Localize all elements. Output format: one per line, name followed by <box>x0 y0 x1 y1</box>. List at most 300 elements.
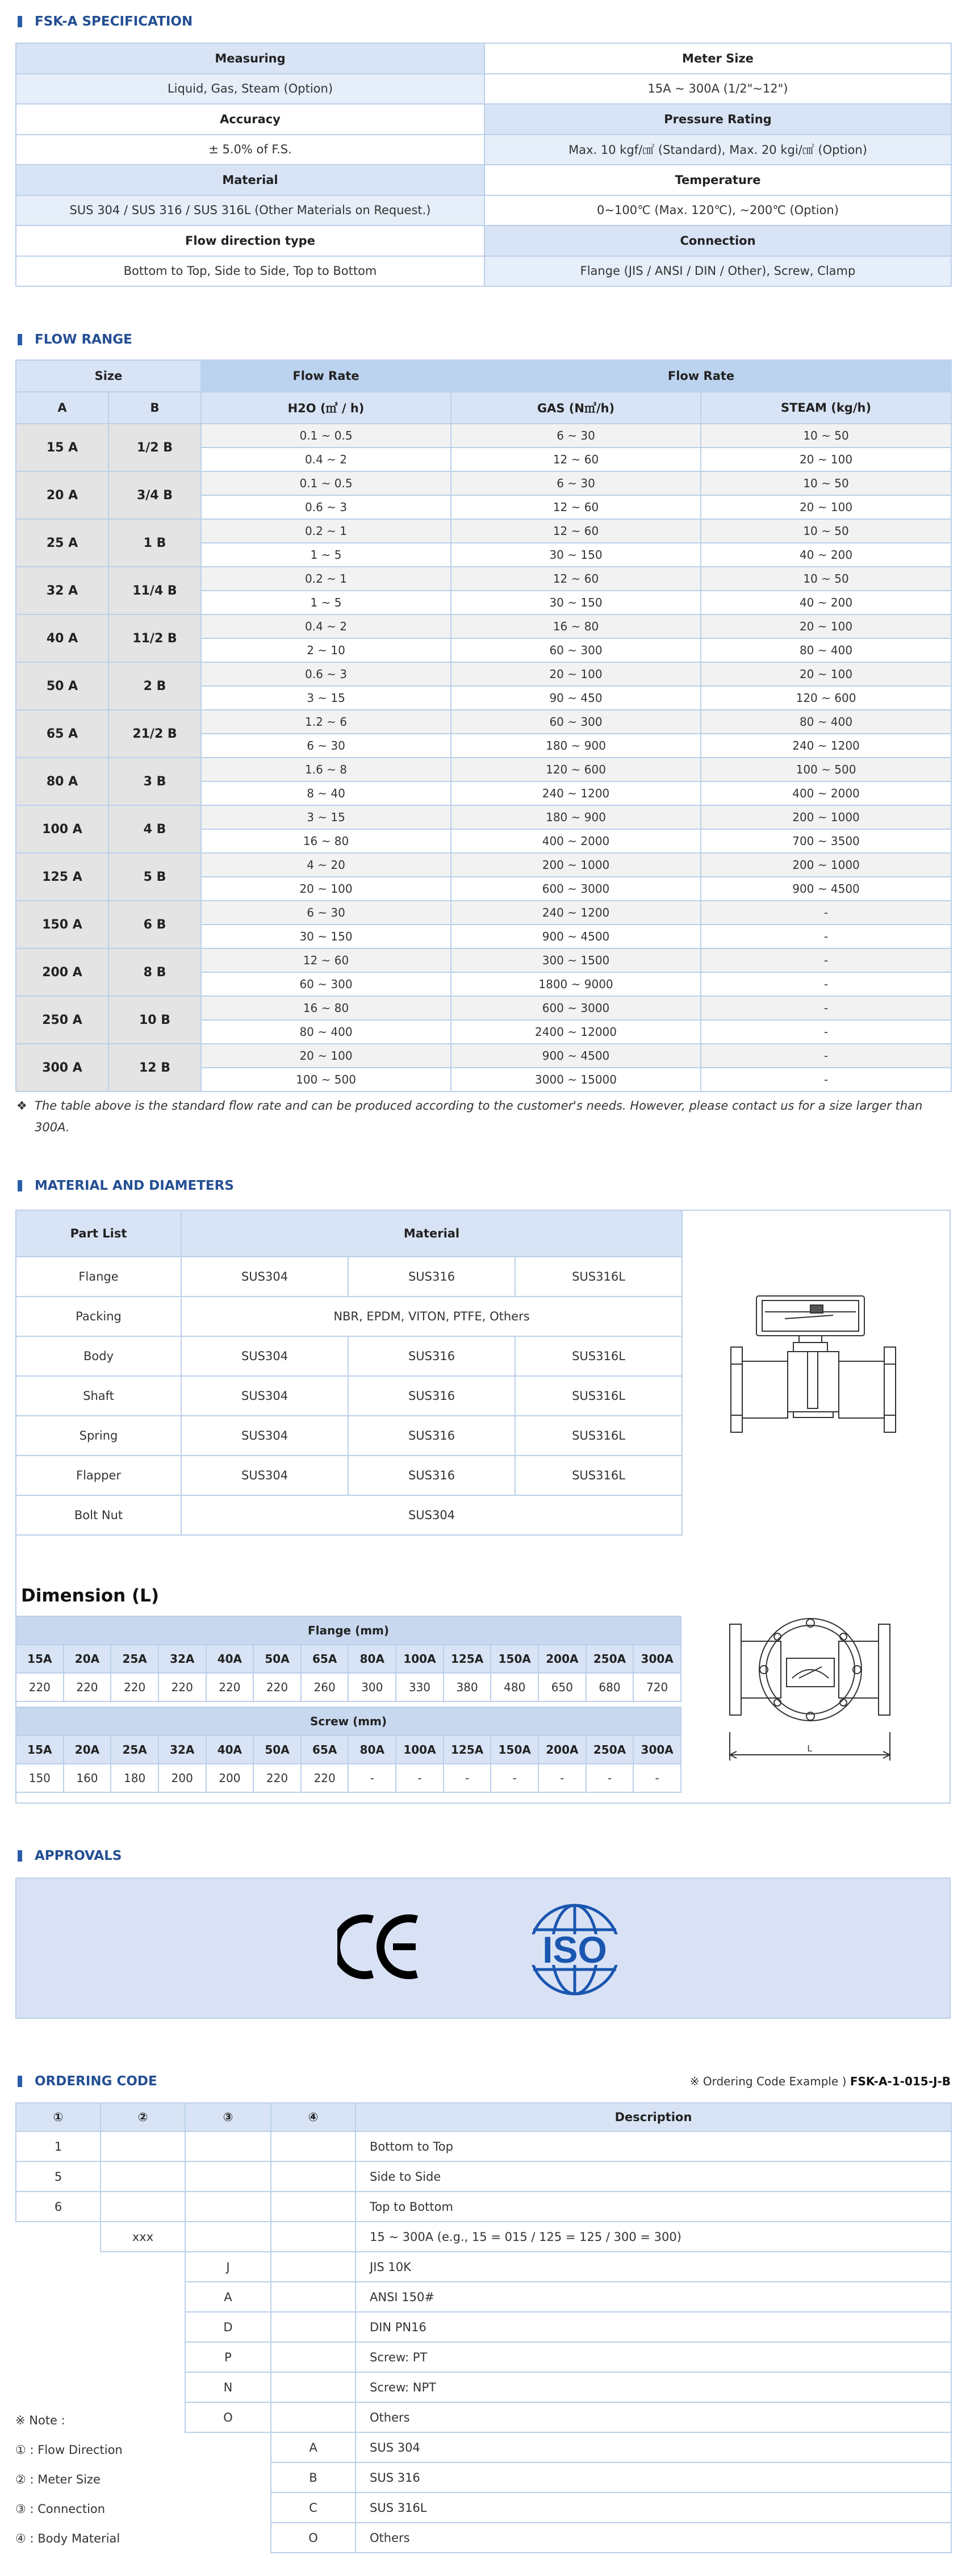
flow-gas-value: 600 ~ 3000 <box>451 996 701 1020</box>
flow-h2o-value: 0.1 ~ 0.5 <box>201 471 451 495</box>
ordering-code: 1 <box>16 2131 101 2161</box>
dimension-size-header: 25A <box>111 1645 158 1673</box>
ordering-description: Side to Side <box>356 2161 951 2192</box>
ordering-empty <box>271 2161 356 2192</box>
dimension-size-header: 200A <box>538 1645 586 1673</box>
dimension-size-header: 300A <box>633 1645 681 1673</box>
dimension-value: 220 <box>64 1673 111 1701</box>
ordering-empty <box>16 2222 101 2252</box>
flow-row <box>16 901 951 925</box>
spec-value: 0~100℃ (Max. 120℃), ~200℃ (Option) <box>484 195 951 226</box>
flow-header-size: Size <box>16 360 201 392</box>
material-value: SUS316L <box>515 1376 682 1416</box>
flow-steam-value: 80 ~ 400 <box>701 638 951 662</box>
dimension-value: 220 <box>301 1764 349 1792</box>
flow-size-a: 15 A <box>16 424 108 471</box>
spec-label: Meter Size <box>484 43 951 74</box>
flow-h2o-value: 1.2 ~ 6 <box>201 710 451 734</box>
material-value: SUS304 <box>181 1456 348 1495</box>
flow-size-a: 300 A <box>16 1044 108 1092</box>
ordering-code: 6 <box>16 2192 101 2222</box>
ordering-empty <box>101 2372 185 2402</box>
iso-logo-text: ISO <box>542 1929 607 1971</box>
spec-label-row <box>16 165 951 195</box>
flow-h2o-value: 12 ~ 60 <box>201 948 451 972</box>
ordering-description: SUS 316 <box>356 2462 951 2493</box>
dimension-value: - <box>633 1764 681 1792</box>
flow-row <box>16 710 951 734</box>
ordering-code: P <box>185 2342 271 2372</box>
ordering-empty <box>185 2161 271 2192</box>
flow-size-a: 125 A <box>16 853 108 901</box>
flow-gas-value: 16 ~ 80 <box>451 614 701 638</box>
flow-col-h2o: H2O (㎥ / h) <box>201 392 451 424</box>
flow-gas-value: 3000 ~ 15000 <box>451 1068 701 1092</box>
dimension-size-header: 32A <box>158 1645 206 1673</box>
flow-steam-value: 80 ~ 400 <box>701 710 951 734</box>
flow-size-b: 11/4 B <box>108 567 201 614</box>
flow-steam-value: 20 ~ 100 <box>701 614 951 638</box>
material-table <box>15 1210 683 1536</box>
spec-label-row <box>16 225 951 256</box>
dimension-value: - <box>538 1764 586 1792</box>
spec-label-row <box>16 43 951 74</box>
dimension-value: 220 <box>253 1673 301 1701</box>
flow-header-flow-rate: Flow Rate <box>451 360 951 392</box>
ordering-code: 5 <box>16 2161 101 2192</box>
ordering-code: O <box>185 2402 271 2432</box>
flow-size-a: 40 A <box>16 614 108 662</box>
ordering-description: Others <box>356 2523 951 2553</box>
flow-gas-value: 200 ~ 1000 <box>451 853 701 877</box>
ordering-row <box>16 2462 951 2493</box>
flow-gas-value: 12 ~ 60 <box>451 448 701 471</box>
ordering-code: A <box>271 2432 356 2462</box>
approvals-box <box>15 1877 951 2019</box>
material-value: SUS316 <box>348 1257 515 1297</box>
flow-switch-front-drawing <box>725 1601 924 1772</box>
ordering-empty <box>101 2192 185 2222</box>
ordering-code: xxx <box>101 2222 185 2252</box>
dimension-value: 200 <box>206 1764 254 1792</box>
dimension-size-header: 150A <box>491 1736 538 1764</box>
dimension-size-header: 15A <box>16 1736 64 1764</box>
ordering-code: O <box>271 2523 356 2553</box>
dimension-value: 300 <box>348 1673 396 1701</box>
flow-size-a: 65 A <box>16 710 108 758</box>
flow-h2o-value: 1 ~ 5 <box>201 543 451 567</box>
dimension-size-header: 50A <box>253 1736 301 1764</box>
flow-h2o-value: 30 ~ 150 <box>201 925 451 948</box>
spec-value: SUS 304 / SUS 316 / SUS 316L (Other Materials on Request.) <box>16 195 484 226</box>
flow-row <box>16 662 951 686</box>
flow-h2o-value: 0.4 ~ 2 <box>201 448 451 471</box>
material-value: SUS316 <box>348 1376 515 1416</box>
flow-steam-value: 10 ~ 50 <box>701 471 951 495</box>
material-value: SUS304 <box>181 1495 682 1535</box>
ordering-row <box>16 2372 951 2402</box>
flow-note-text: The table above is the standard flow rate and can be produced according to the customer's needs. However, please contact us for a size larger than 300A. <box>35 1099 923 1134</box>
ordering-description: SUS 304 <box>356 2432 951 2462</box>
spec-label: Flow direction type <box>16 225 484 256</box>
dimension-size-header: 25A <box>111 1736 158 1764</box>
approvals-section-title: APPROVALS <box>15 1846 122 1866</box>
ordering-header-cell: ④ <box>271 2103 356 2131</box>
flow-h2o-value: 0.6 ~ 3 <box>201 495 451 519</box>
flow-h2o-value: 8 ~ 40 <box>201 781 451 805</box>
ordering-code: J <box>185 2252 271 2282</box>
material-row <box>16 1376 682 1416</box>
ordering-empty <box>101 2342 185 2372</box>
flow-steam-value: 10 ~ 50 <box>701 519 951 543</box>
flow-gas-value: 30 ~ 150 <box>451 591 701 614</box>
material-part-name: Spring <box>16 1416 181 1456</box>
flow-row <box>16 614 951 638</box>
dimension-l-label: L <box>807 1744 813 1754</box>
ordering-row <box>16 2282 951 2312</box>
spec-value-row <box>16 195 951 226</box>
material-row <box>16 1456 682 1495</box>
flow-gas-value: 300 ~ 1500 <box>451 948 701 972</box>
flow-h2o-value: 6 ~ 30 <box>201 901 451 925</box>
flow-col-steam: STEAM (kg/h) <box>701 392 951 424</box>
dimension-value: 380 <box>444 1673 491 1701</box>
flow-h2o-value: 3 ~ 15 <box>201 805 451 829</box>
flow-size-a: 250 A <box>16 996 108 1044</box>
material-value: NBR, EPDM, VITON, PTFE, Others <box>181 1297 682 1336</box>
material-part-name: Flange <box>16 1257 181 1297</box>
flow-h2o-value: 0.4 ~ 2 <box>201 614 451 638</box>
material-value: SUS304 <box>181 1416 348 1456</box>
flow-gas-value: 20 ~ 100 <box>451 662 701 686</box>
flow-col-gas: GAS (N㎥/h) <box>451 392 701 424</box>
ordering-row <box>16 2222 951 2252</box>
dimension-size-row <box>16 1736 681 1764</box>
flow-steam-value: - <box>701 901 951 925</box>
ordering-row <box>16 2432 951 2462</box>
flow-h2o-value: 100 ~ 500 <box>201 1068 451 1092</box>
flow-h2o-value: 3 ~ 15 <box>201 686 451 710</box>
ordering-description: Others <box>356 2402 951 2432</box>
dimension-size-header: 150A <box>491 1645 538 1673</box>
ordering-code: D <box>185 2312 271 2342</box>
ordering-empty <box>271 2222 356 2252</box>
material-row <box>16 1416 682 1456</box>
dimension-value: 220 <box>16 1673 64 1701</box>
ordering-empty <box>16 2282 101 2312</box>
material-part-name: Packing <box>16 1297 181 1336</box>
flow-range-table <box>15 359 952 1092</box>
ordering-empty <box>271 2372 356 2402</box>
flow-size-b: 3/4 B <box>108 471 201 519</box>
flow-row <box>16 948 951 972</box>
ordering-row <box>16 2402 951 2432</box>
ordering-code: C <box>271 2493 356 2523</box>
flow-steam-value: 20 ~ 100 <box>701 495 951 519</box>
ordering-note-line: ※ Note : <box>15 2414 65 2427</box>
material-part-name: Body <box>16 1336 181 1376</box>
flow-steam-value: 240 ~ 1200 <box>701 734 951 758</box>
dimension-table-title: Flange (mm) <box>16 1616 681 1645</box>
dimension-value: 650 <box>538 1673 586 1701</box>
flow-h2o-value: 0.1 ~ 0.5 <box>201 424 451 448</box>
dimension-size-header: 100A <box>396 1736 444 1764</box>
flow-col-b: B <box>108 392 201 424</box>
dimension-value: 220 <box>158 1673 206 1701</box>
material-value: SUS316 <box>348 1336 515 1376</box>
ordering-section-title: ORDERING CODE <box>15 2071 157 2092</box>
ordering-row <box>16 2131 951 2161</box>
flow-gas-value: 600 ~ 3000 <box>451 877 701 901</box>
iso-logo <box>521 1901 629 1998</box>
spec-label-row <box>16 104 951 135</box>
flow-h2o-value: 6 ~ 30 <box>201 734 451 758</box>
flow-size-b: 8 B <box>108 948 201 996</box>
flow-h2o-value: 2 ~ 10 <box>201 638 451 662</box>
dimension-value: 150 <box>16 1764 64 1792</box>
dimension-title-row <box>16 1707 681 1736</box>
ordering-header-cell: ③ <box>185 2103 271 2131</box>
material-row <box>16 1297 682 1336</box>
dimension-table-title: Screw (mm) <box>16 1707 681 1736</box>
dimension-size-row <box>16 1645 681 1673</box>
flow-h2o-value: 16 ~ 80 <box>201 829 451 853</box>
spec-value: Bottom to Top, Side to Side, Top to Bottom <box>16 256 484 287</box>
material-value: SUS304 <box>181 1336 348 1376</box>
flow-gas-value: 400 ~ 2000 <box>451 829 701 853</box>
flow-size-b: 1/2 B <box>108 424 201 471</box>
dimension-size-header: 100A <box>396 1645 444 1673</box>
ordering-empty <box>101 2312 185 2342</box>
flow-steam-value: 400 ~ 2000 <box>701 781 951 805</box>
ordering-empty <box>185 2432 271 2462</box>
dimension-value-row <box>16 1673 681 1701</box>
dimension-size-header: 125A <box>444 1736 491 1764</box>
material-header-part: Part List <box>16 1210 181 1257</box>
dimension-size-header: 300A <box>633 1736 681 1764</box>
ordering-example-label: ※ Ordering Code Example ) <box>689 2075 847 2088</box>
ordering-empty <box>185 2222 271 2252</box>
ordering-description: JIS 10K <box>356 2252 951 2282</box>
material-value: SUS316L <box>515 1336 682 1376</box>
spec-value-row <box>16 256 951 287</box>
dimension-value-row <box>16 1764 681 1792</box>
dimension-value: 220 <box>253 1764 301 1792</box>
flow-row <box>16 853 951 877</box>
dimension-title-row <box>16 1616 681 1645</box>
material-part-name: Flapper <box>16 1456 181 1495</box>
ordering-description: DIN PN16 <box>356 2312 951 2342</box>
dimension-value: 180 <box>111 1764 158 1792</box>
flow-size-b: 4 B <box>108 805 201 853</box>
flow-h2o-value: 4 ~ 20 <box>201 853 451 877</box>
dimension-size-header: 40A <box>206 1736 254 1764</box>
ordering-empty <box>185 2131 271 2161</box>
flow-gas-value: 60 ~ 300 <box>451 638 701 662</box>
dimension-value: 720 <box>633 1673 681 1701</box>
material-row <box>16 1495 682 1535</box>
ordering-empty <box>101 2282 185 2312</box>
spec-value: 15A ~ 300A (1/2"~12") <box>484 74 951 104</box>
flow-gas-value: 240 ~ 1200 <box>451 781 701 805</box>
dimension-value: 330 <box>396 1673 444 1701</box>
dimension-size-header: 65A <box>301 1645 349 1673</box>
flow-size-b: 2 B <box>108 662 201 710</box>
material-value: SUS316 <box>348 1456 515 1495</box>
spec-label: Temperature <box>484 165 951 195</box>
flow-gas-value: 12 ~ 60 <box>451 567 701 591</box>
ordering-description: ANSI 150# <box>356 2282 951 2312</box>
material-part-name: Bolt Nut <box>16 1495 181 1535</box>
dimension-value: - <box>444 1764 491 1792</box>
flow-size-b: 3 B <box>108 758 201 805</box>
flow-gas-value: 120 ~ 600 <box>451 758 701 781</box>
dimension-value: - <box>491 1764 538 1792</box>
flow-gas-value: 1800 ~ 9000 <box>451 972 701 996</box>
ordering-empty <box>101 2252 185 2282</box>
material-part-name: Shaft <box>16 1376 181 1416</box>
ordering-code: A <box>185 2282 271 2312</box>
spec-label: Measuring <box>16 43 484 74</box>
flow-h2o-value: 1.6 ~ 8 <box>201 758 451 781</box>
dimension-value: - <box>586 1764 634 1792</box>
flow-gas-value: 180 ~ 900 <box>451 805 701 829</box>
ordering-code: B <box>271 2462 356 2493</box>
flow-gas-value: 6 ~ 30 <box>451 424 701 448</box>
flow-steam-value: - <box>701 972 951 996</box>
flow-steam-value: 700 ~ 3500 <box>701 829 951 853</box>
flow-steam-value: 120 ~ 600 <box>701 686 951 710</box>
spec-label: Material <box>16 165 484 195</box>
dimension-flange-table <box>15 1616 681 1702</box>
material-value: SUS304 <box>181 1376 348 1416</box>
material-value: SUS316L <box>515 1416 682 1456</box>
flow-note <box>15 1095 951 1138</box>
flow-steam-value: 900 ~ 4500 <box>701 877 951 901</box>
flow-steam-value: 200 ~ 1000 <box>701 853 951 877</box>
spec-section-title: FSK-A SPECIFICATION <box>15 11 193 32</box>
flow-steam-value: 40 ~ 200 <box>701 591 951 614</box>
ordering-note-line: ④ : Body Material <box>15 2532 120 2545</box>
ordering-empty <box>185 2462 271 2493</box>
flow-gas-value: 2400 ~ 12000 <box>451 1020 701 1044</box>
dimension-value: 160 <box>64 1764 111 1792</box>
flow-steam-value: - <box>701 925 951 948</box>
flow-size-a: 100 A <box>16 805 108 853</box>
flow-steam-value: - <box>701 996 951 1020</box>
flow-gas-value: 12 ~ 60 <box>451 519 701 543</box>
ordering-description: SUS 316L <box>356 2493 951 2523</box>
flow-gas-value: 60 ~ 300 <box>451 710 701 734</box>
dimension-screw-table <box>15 1707 681 1793</box>
material-value: SUS316 <box>348 1416 515 1456</box>
flow-row <box>16 471 951 495</box>
material-value: SUS316L <box>515 1257 682 1297</box>
flow-h2o-value: 80 ~ 400 <box>201 1020 451 1044</box>
ordering-example <box>690 2075 951 2088</box>
ordering-empty <box>271 2252 356 2282</box>
flow-steam-value: - <box>701 1068 951 1092</box>
ordering-note-line: ① : Flow Direction <box>15 2443 123 2457</box>
flow-gas-value: 240 ~ 1200 <box>451 901 701 925</box>
flow-steam-value: 40 ~ 200 <box>701 543 951 567</box>
dimension-size-header: 20A <box>64 1645 111 1673</box>
ordering-description: Top to Bottom <box>356 2192 951 2222</box>
spec-value-row <box>16 74 951 104</box>
flow-row <box>16 519 951 543</box>
spec-value: Max. 10 kgf/㎠ (Standard), Max. 20 kgi/㎠ (Option) <box>484 135 951 165</box>
ordering-empty <box>16 2252 101 2282</box>
ordering-empty <box>101 2161 185 2192</box>
flow-h2o-value: 0.2 ~ 1 <box>201 567 451 591</box>
ordering-row <box>16 2493 951 2523</box>
spec-value-row <box>16 135 951 165</box>
ordering-empty <box>271 2192 356 2222</box>
flow-steam-value: - <box>701 948 951 972</box>
flow-steam-value: 10 ~ 50 <box>701 424 951 448</box>
flow-size-b: 11/2 B <box>108 614 201 662</box>
ordering-row <box>16 2192 951 2222</box>
ordering-empty <box>271 2131 356 2161</box>
dimension-size-header: 15A <box>16 1645 64 1673</box>
flow-header-flow-rate: Flow Rate <box>201 360 451 392</box>
ordering-note-line: ③ : Connection <box>15 2502 106 2516</box>
ordering-empty <box>271 2312 356 2342</box>
flow-size-b: 1 B <box>108 519 201 567</box>
ordering-header-row <box>16 2103 951 2131</box>
flow-size-a: 25 A <box>16 519 108 567</box>
flow-section-title: FLOW RANGE <box>15 329 132 350</box>
dimension-title: Dimension (L) <box>21 1586 160 1606</box>
flow-steam-value: - <box>701 1044 951 1068</box>
flow-size-b: 5 B <box>108 853 201 901</box>
ordering-row <box>16 2342 951 2372</box>
dimension-size-header: 32A <box>158 1736 206 1764</box>
ordering-header-cell: Description <box>356 2103 951 2131</box>
flow-row <box>16 1044 951 1068</box>
flow-steam-value: 20 ~ 100 <box>701 448 951 471</box>
material-header-material: Material <box>181 1210 682 1257</box>
spec-label: Connection <box>484 225 951 256</box>
flow-h2o-value: 0.2 ~ 1 <box>201 519 451 543</box>
ordering-empty <box>185 2192 271 2222</box>
spec-value: Flange (JIS / ANSI / DIN / Other), Screw, Clamp <box>484 256 951 287</box>
note-bullet-icon: ❖ <box>16 1099 27 1113</box>
ordering-code: N <box>185 2372 271 2402</box>
flow-steam-value: 200 ~ 1000 <box>701 805 951 829</box>
spec-label: Accuracy <box>16 104 484 135</box>
dimension-size-header: 20A <box>64 1736 111 1764</box>
ordering-empty <box>271 2402 356 2432</box>
ordering-empty <box>185 2523 271 2553</box>
ordering-note-line: ② : Meter Size <box>15 2473 101 2486</box>
flow-col-a: A <box>16 392 108 424</box>
ordering-empty <box>101 2131 185 2161</box>
ordering-empty <box>16 2312 101 2342</box>
flow-steam-value: 10 ~ 50 <box>701 567 951 591</box>
ordering-header-cell: ① <box>16 2103 101 2131</box>
dimension-size-header: 50A <box>253 1645 301 1673</box>
dimension-size-header: 250A <box>586 1645 634 1673</box>
flow-steam-value: 20 ~ 100 <box>701 662 951 686</box>
material-value: SUS316L <box>515 1456 682 1495</box>
dimension-size-header: 125A <box>444 1645 491 1673</box>
flow-size-b: 10 B <box>108 996 201 1044</box>
ordering-empty <box>185 2493 271 2523</box>
ordering-description: Bottom to Top <box>356 2131 951 2161</box>
flow-row <box>16 805 951 829</box>
dimension-value: - <box>396 1764 444 1792</box>
